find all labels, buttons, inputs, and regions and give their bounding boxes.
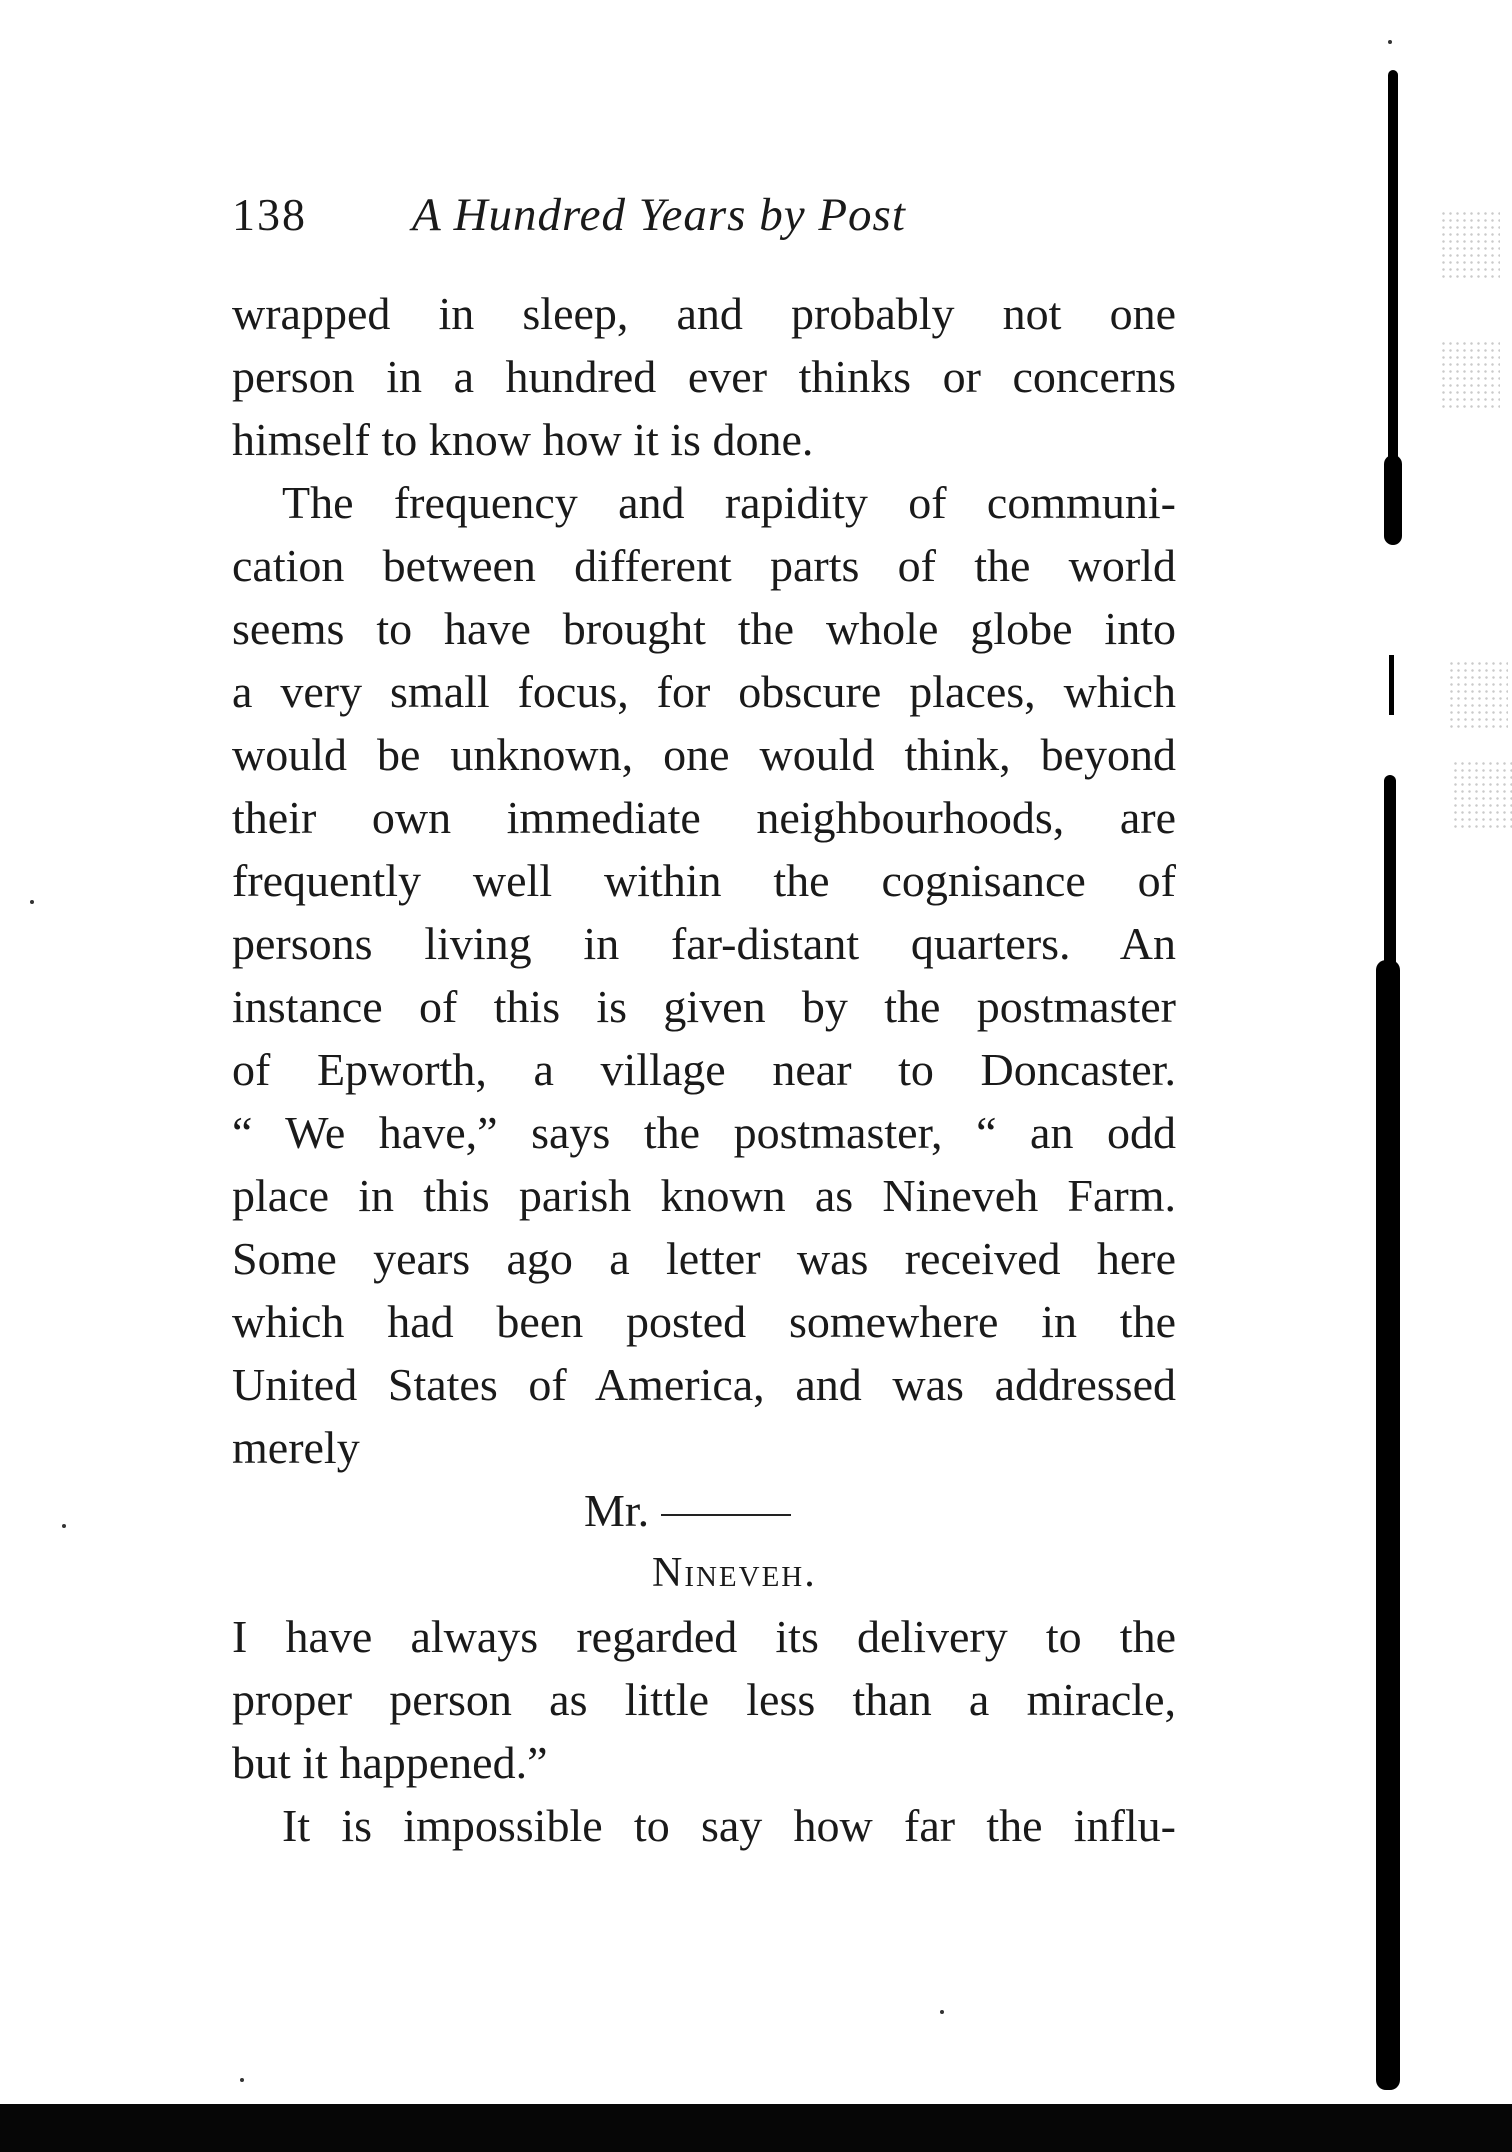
scan-noise — [1440, 340, 1500, 410]
text-line: place in this parish known as Nineveh Farm. — [232, 1170, 1176, 1221]
letter-address-place: Nineveh. — [652, 1550, 817, 1596]
text-line: persons living in far-distant quarters. An — [232, 918, 1176, 969]
scan-speck — [1388, 40, 1392, 44]
text-line: their own immediate neighbourhoods, are — [232, 792, 1176, 843]
scan-edge-shadow — [1384, 775, 1396, 975]
scan-edge-shadow — [1376, 960, 1400, 2090]
text-line: but it happened.” — [232, 1737, 548, 1788]
address-blank-rule — [661, 1514, 791, 1516]
scan-speck — [30, 900, 34, 904]
scan-speck — [240, 2078, 244, 2082]
scan-bottom-shadow — [0, 2104, 1512, 2152]
text-line: merely — [232, 1422, 360, 1473]
paragraph-start-line: The frequency and rapidity of communi- — [282, 477, 1176, 528]
text-line: “ We have,” says the postmaster, “ an odd — [232, 1107, 1176, 1158]
text-line: frequently well within the cognisance of — [232, 855, 1176, 906]
text-line: I have always regarded its delivery to the — [232, 1611, 1176, 1662]
text-line: instance of this is given by the postmaster — [232, 981, 1176, 1032]
text-line: proper person as little less than a miracle, — [232, 1674, 1176, 1725]
scan-edge-shadow — [1388, 70, 1398, 470]
paragraph-start-line: It is impossible to say how far the influ- — [282, 1800, 1176, 1851]
text-line: of Epworth, a village near to Doncaster. — [232, 1044, 1176, 1095]
text-line: himself to know how it is done. — [232, 414, 814, 465]
scan-noise — [1440, 210, 1500, 280]
scan-noise — [1448, 660, 1508, 730]
address-name-text: Mr. — [584, 1485, 650, 1536]
scan-noise — [1452, 760, 1512, 830]
text-line: wrapped in sleep, and probably not one — [232, 288, 1176, 339]
text-line: a very small focus, for obscure places, which — [232, 666, 1176, 717]
text-line: cation between different parts of the world — [232, 540, 1176, 591]
scan-speck — [940, 2010, 944, 2014]
text-line: United States of America, and was addressed — [232, 1359, 1176, 1410]
scan-speck — [62, 1524, 66, 1528]
letter-address-name — [232, 1479, 1176, 1542]
page-number: 138 — [232, 189, 307, 240]
text-line: which had been posted somewhere in the — [232, 1296, 1176, 1347]
text-line: would be unknown, one would think, beyond — [232, 729, 1176, 780]
running-title: A Hundred Years by Post — [412, 189, 906, 241]
text-line: seems to have brought the whole globe into — [232, 603, 1176, 654]
running-header — [232, 188, 992, 248]
body-text — [232, 282, 1176, 1857]
text-line: Some years ago a letter was received here — [232, 1233, 1176, 1284]
text-line: person in a hundred ever thinks or concerns — [232, 351, 1176, 402]
scan-edge-shadow — [1389, 655, 1394, 715]
scan-edge-shadow — [1384, 455, 1402, 545]
